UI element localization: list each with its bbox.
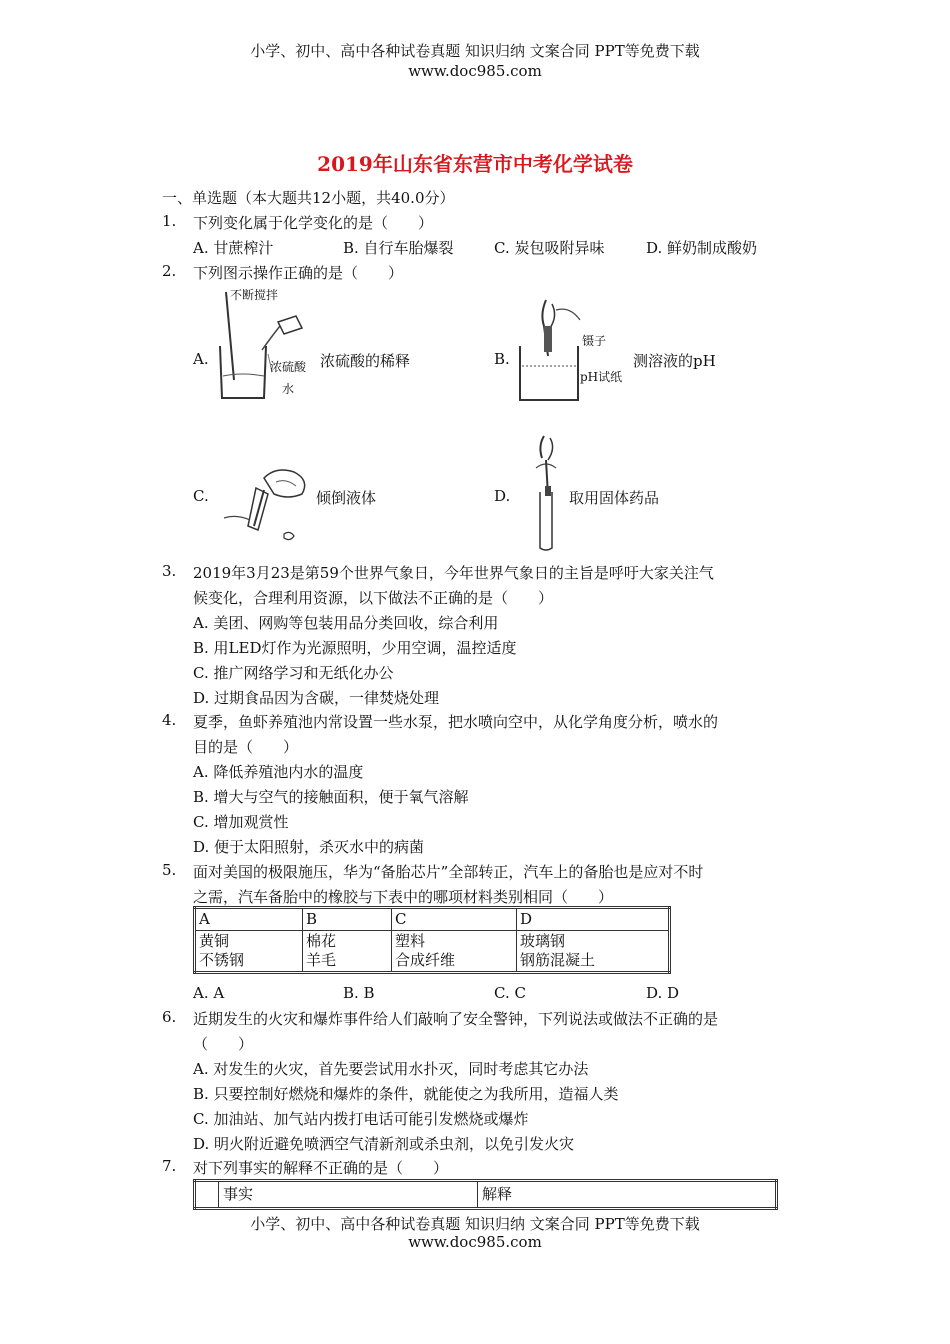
q1-stem: 下列变化属于化学变化的是（ ）: [193, 214, 434, 232]
table-row: [195, 931, 670, 973]
q2-stem: 下列图示操作正确的是（ ）: [193, 264, 404, 282]
q2-b-fig-label-tweezers: 镊子: [582, 334, 607, 348]
q5-option-c: C. C: [494, 984, 526, 1002]
q5-materials-table: [193, 906, 671, 974]
page-title: 2019年山东省东营市中考化学试卷: [317, 152, 633, 176]
q5-option-a: A. A: [193, 984, 225, 1002]
q7-header-explanation: 解释: [478, 1181, 777, 1209]
q2-number: 2.: [162, 262, 177, 280]
q2-a-fig-label-stir: 不断搅拌: [230, 288, 279, 302]
q5-option-b: B. B: [343, 984, 375, 1002]
q5-cell-d2: 钢筋混凝土: [520, 951, 596, 969]
q5-header-d: D: [517, 908, 670, 931]
q5-cell-a2: 不锈钢: [199, 951, 245, 969]
section-heading: 一、单选题（本大题共12小题，共40.0分）: [162, 189, 455, 207]
q5-cell-b: [303, 931, 392, 973]
q4-option-c: C. 增加观赏性: [193, 813, 289, 831]
q6-option-d: D. 明火附近避免喷洒空气清新剂或杀虫剂，以免引发火灾: [193, 1135, 575, 1153]
q5-header-b: B: [303, 908, 392, 931]
q2-d-caption: 取用固体药品: [569, 489, 660, 507]
table-row: [195, 908, 670, 931]
q2-a-caption: 浓硫酸的稀释: [320, 352, 411, 370]
q7-facts-table: [193, 1179, 778, 1210]
q2-c-label: C.: [193, 487, 209, 505]
q6-stem-line2: （ ）: [193, 1035, 254, 1053]
q5-option-d: D. D: [646, 984, 680, 1002]
q2-b-figure: [514, 296, 632, 406]
q3-stem-line2: 候变化，合理利用资源，以下做法不正确的是（ ）: [193, 589, 554, 607]
q1-option-b: B. 自行车胎爆裂: [343, 239, 454, 257]
q2-b-fig-label-ph-paper: pH试纸: [580, 370, 623, 384]
q3-option-b: B. 用LED灯作为光源照明，少用空调，温控适度: [193, 639, 517, 657]
q2-d-label: D.: [494, 487, 511, 505]
q2-a-fig-label-water: 水: [282, 382, 295, 396]
q5-stem-line2: 之需，汽车备胎中的橡胶与下表中的哪项材料类别相同（ ）: [193, 888, 614, 906]
q7-header-fact: 事实: [219, 1181, 478, 1209]
footer-url[interactable]: www.doc985.com: [408, 1233, 542, 1251]
q5-cell-b1: 棉花: [306, 932, 337, 950]
q3-option-d: D. 过期食品因为含碳，一律焚烧处理: [193, 689, 440, 707]
q4-stem-line2: 目的是（ ）: [193, 738, 299, 756]
q5-cell-a1: 黄铜: [199, 932, 230, 950]
q1-option-d: D. 鲜奶制成酸奶: [646, 239, 758, 257]
q2-a-figure: [212, 288, 324, 403]
q2-d-figure: [520, 432, 570, 552]
q3-stem-line1: 2019年3月23是第59个世界气象日，今年世界气象日的主旨是呼吁大家关注气: [193, 564, 714, 582]
q5-number: 5.: [162, 861, 177, 879]
q6-number: 6.: [162, 1008, 177, 1026]
q5-cell-c2: 合成纤维: [395, 951, 456, 969]
q6-option-a: A. 对发生的火灾，首先要尝试用水扑灭，同时考虑其它办法: [193, 1060, 589, 1078]
footer-line-1: 小学、初中、高中各种试卷真题 知识归纳 文案合同 PPT等免费下载: [250, 1215, 700, 1233]
q2-c-figure: [214, 458, 314, 548]
q4-option-a: A. 降低养殖池内水的温度: [193, 763, 364, 781]
table-row: [195, 1181, 777, 1209]
q3-number: 3.: [162, 562, 177, 580]
q3-option-c: C. 推广网络学习和无纸化办公: [193, 664, 394, 682]
header-url[interactable]: www.doc985.com: [408, 62, 542, 80]
q2-a-label: A.: [193, 350, 209, 368]
q1-option-c: C. 炭包吸附异味: [494, 239, 605, 257]
q5-cell-d: [517, 931, 670, 973]
q7-number: 7.: [162, 1157, 177, 1175]
header-line-1: 小学、初中、高中各种试卷真题 知识归纳 文案合同 PPT等免费下载: [250, 42, 700, 60]
q5-cell-c1: 塑料: [395, 932, 426, 950]
q2-b-caption: 测溶液的pH: [633, 352, 716, 370]
q1-option-a: A. 甘蔗榨汁: [193, 239, 274, 257]
q7-stem: 对下列事实的解释不正确的是（ ）: [193, 1159, 449, 1177]
q7-blank-cell: [195, 1181, 219, 1209]
q4-number: 4.: [162, 711, 177, 729]
q5-cell-b2: 羊毛: [306, 951, 337, 969]
q3-option-a: A. 美团、网购等包装用品分类回收，综合利用: [193, 614, 499, 632]
q1-number: 1.: [162, 212, 177, 230]
q6-option-b: B. 只要控制好燃烧和爆炸的条件，就能使之为我所用，造福人类: [193, 1085, 619, 1103]
q6-option-c: C. 加油站、加气站内拨打电话可能引发燃烧或爆炸: [193, 1110, 529, 1128]
q4-option-d: D. 便于太阳照射，杀灭水中的病菌: [193, 838, 425, 856]
q5-header-c: C: [392, 908, 517, 931]
q2-b-label: B.: [494, 350, 510, 368]
q5-cell-c: [392, 931, 517, 973]
q5-stem-line1: 面对美国的极限施压，华为“备胎芯片”全部转正，汽车上的备胎也是应对不时: [193, 863, 704, 881]
q6-stem-line1: 近期发生的火灾和爆炸事件给人们敲响了安全警钟，下列说法或做法不正确的是: [193, 1010, 719, 1028]
q5-header-a: A: [195, 908, 303, 931]
q5-cell-d1: 玻璃钢: [520, 932, 566, 950]
q4-option-b: B. 增大与空气的接触面积，便于氧气溶解: [193, 788, 469, 806]
q5-cell-a: [195, 931, 303, 973]
q4-stem-line1: 夏季，鱼虾养殖池内常设置一些水泵，把水喷向空中，从化学角度分析，喷水的: [193, 713, 719, 731]
q2-c-caption: 倾倒液体: [316, 489, 377, 507]
q2-a-fig-label-acid: 浓硫酸: [270, 360, 307, 374]
